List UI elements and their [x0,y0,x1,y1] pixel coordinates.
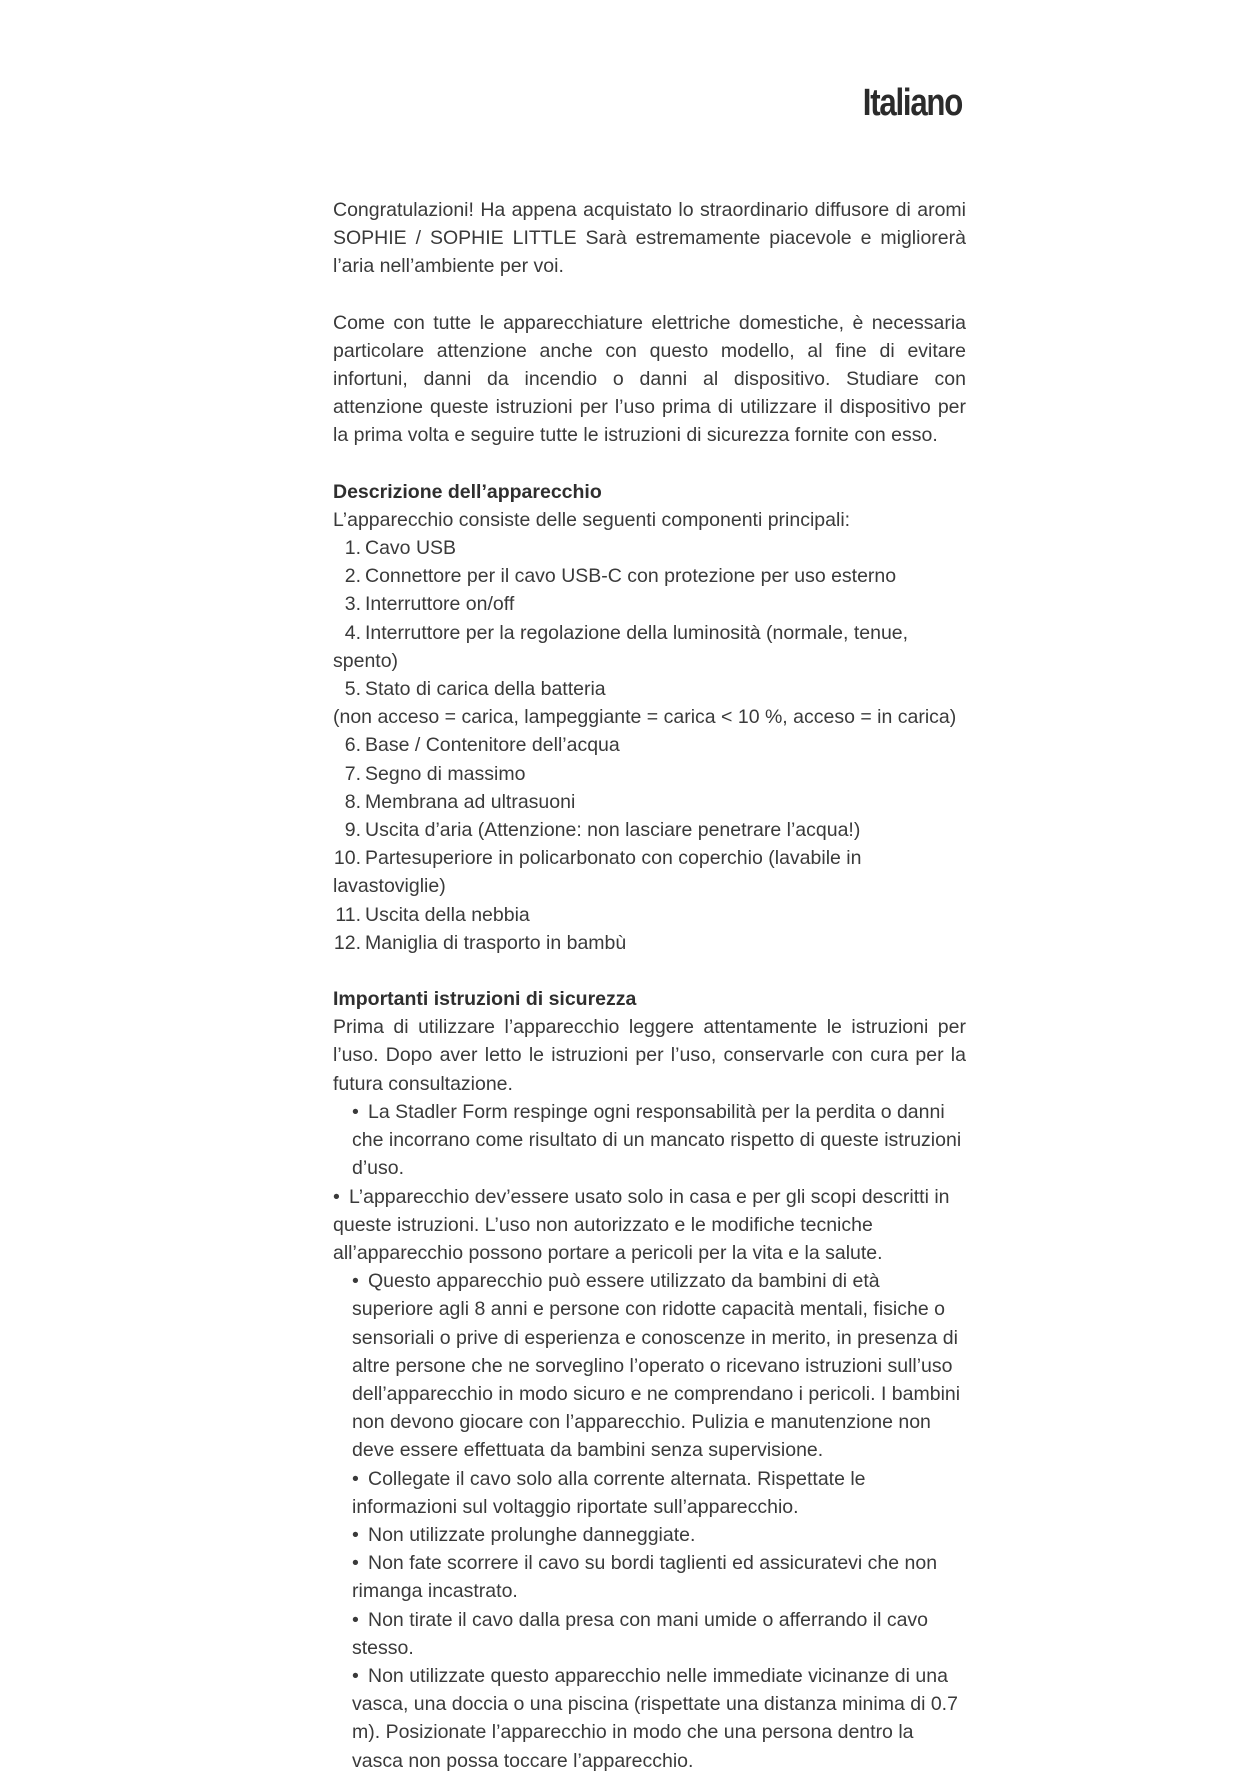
intro-paragraph-2: Come con tutte le apparecchiature elettriche domestiche, è necessaria particolare attenzione anche con questo modello, al fine di evitare infortuni, danni da incendio o danni al dispositivo. Studiare con attenzione queste istruzioni per l’uso prima di utilizzare il dispositivo per la prima volta e seguire tutte le istruzioni di sicurezza fornite con esso. [333,311,966,447]
list-item: • La Stadler Form respinge ogni responsabilità per la perdita o danni che incorrano come risultato di un mancato rispetto di queste istruzioni d’uso. [352,1098,966,1183]
battery-note: (non acceso = carica, lampeggiante = carica < 10 %, acceso = in carica) [333,706,957,729]
list-item: 11. Uscita della nebbia [335,903,530,926]
bullet-icon: • [352,1467,359,1490]
safety-intro: Prima di utilizzare l’apparecchio leggere attentamente le istruzioni per l’uso. Dopo aver letto le istruzioni per l’uso, conservarle con cura per la futura consultazione. [333,1016,966,1095]
list-item: • Non utilizzate prolunghe danneggiate. [352,1521,966,1549]
list-item: • Collegate il cavo solo alla corrente alternata. Rispettate le informazioni sul voltaggio riportate sull’apparecchio. [352,1465,966,1521]
list-item: 1. Cavo USB [344,537,457,560]
bullet-icon: • [352,1608,359,1631]
components-list [333,534,966,957]
spacer [333,957,966,985]
list-item: 5. Stato di carica della batteria [344,678,606,701]
list-item: 2. Connettore per il cavo USB-C con protezione per uso esterno [344,565,897,588]
list-item: 6. Base / Contenitore dell’acqua [344,734,620,757]
list-item: • Non fate scorrere il cavo su bordi taglienti ed assicuratevi che non rimanga incastrato. [352,1549,966,1605]
document-body [333,196,966,1775]
list-item: 9. Uscita d’aria (Attenzione: non lasciare penetrare l’acqua!) [344,819,861,842]
bullet-icon: • [352,1664,359,1687]
bullet-icon: • [352,1552,359,1575]
spacer [333,281,966,309]
list-item: 12. Maniglia di trasporto in bambù [333,931,627,954]
intro-paragraph-1: Congratulazioni! Ha appena acquistato lo straordinario diffusore di aromi SOPHIE / SOPHIE LITTLE Sarà estremamente piacevole e migliorerà l’aria nell’ambiente per voi. [333,199,966,278]
list-item: • Non utilizzate questo apparecchio nelle immediate vicinanze di una vasca, una doccia o una piscina (rispettate una distanza minima di 0.7 m). Posizionate l’apparecchio in modo che una persona dentro la vasca non possa toccare l’apparecchio. [352,1662,966,1775]
list-item: • Non tirate il cavo dalla presa con mani umide o afferrando il cavo stesso. [352,1606,966,1662]
description-intro: L’apparecchio consiste delle seguenti componenti principali: [333,508,851,531]
description-heading: Descrizione dell’apparecchio [333,480,602,503]
list-item: • Questo apparecchio può essere utilizzato da bambini di età superiore agli 8 anni e persone con ridotte capacità mentali, fisiche o sensoriali o prive di esperienza e conoscenze in merito, in presenza di altre persone che ne sorveglino l’operato o ricevano istruzioni sull’uso dell’apparecchio in modo sicuro e ne comprendano i pericoli. I bambini non devono giocare con l’apparecchio. Pulizia e manutenzione non deve essere effettuata da bambini senza supervisione. [352,1267,966,1464]
page-title: Italiano [862,82,962,124]
bullet-icon: • [352,1270,359,1293]
bullet-icon: • [352,1523,359,1546]
list-item: • L’apparecchio dev’essere usato solo in casa e per gli scopi descritti in queste istruzioni. L’uso non autorizzato e le modifiche tecniche all’apparecchio possono portare a pericoli per la vita e la salute. [333,1183,966,1268]
bullet-icon: • [352,1100,359,1123]
list-item: 4. Interruttore per la regolazione della luminosità (normale, tenue, spento) [333,621,909,672]
list-item: 3. Interruttore on/off [344,593,515,616]
list-item: 10. Partesuperiore in policarbonato con coperchio (lavabile in lavastoviglie) [333,847,862,898]
list-item: 7. Segno di massimo [344,762,526,785]
spacer [333,450,966,478]
list-item: 8. Membrana ad ultrasuoni [344,790,576,813]
safety-heading: Importanti istruzioni di sicurezza [333,988,637,1011]
safety-bullets [333,1098,966,1775]
bullet-icon: • [333,1185,340,1208]
